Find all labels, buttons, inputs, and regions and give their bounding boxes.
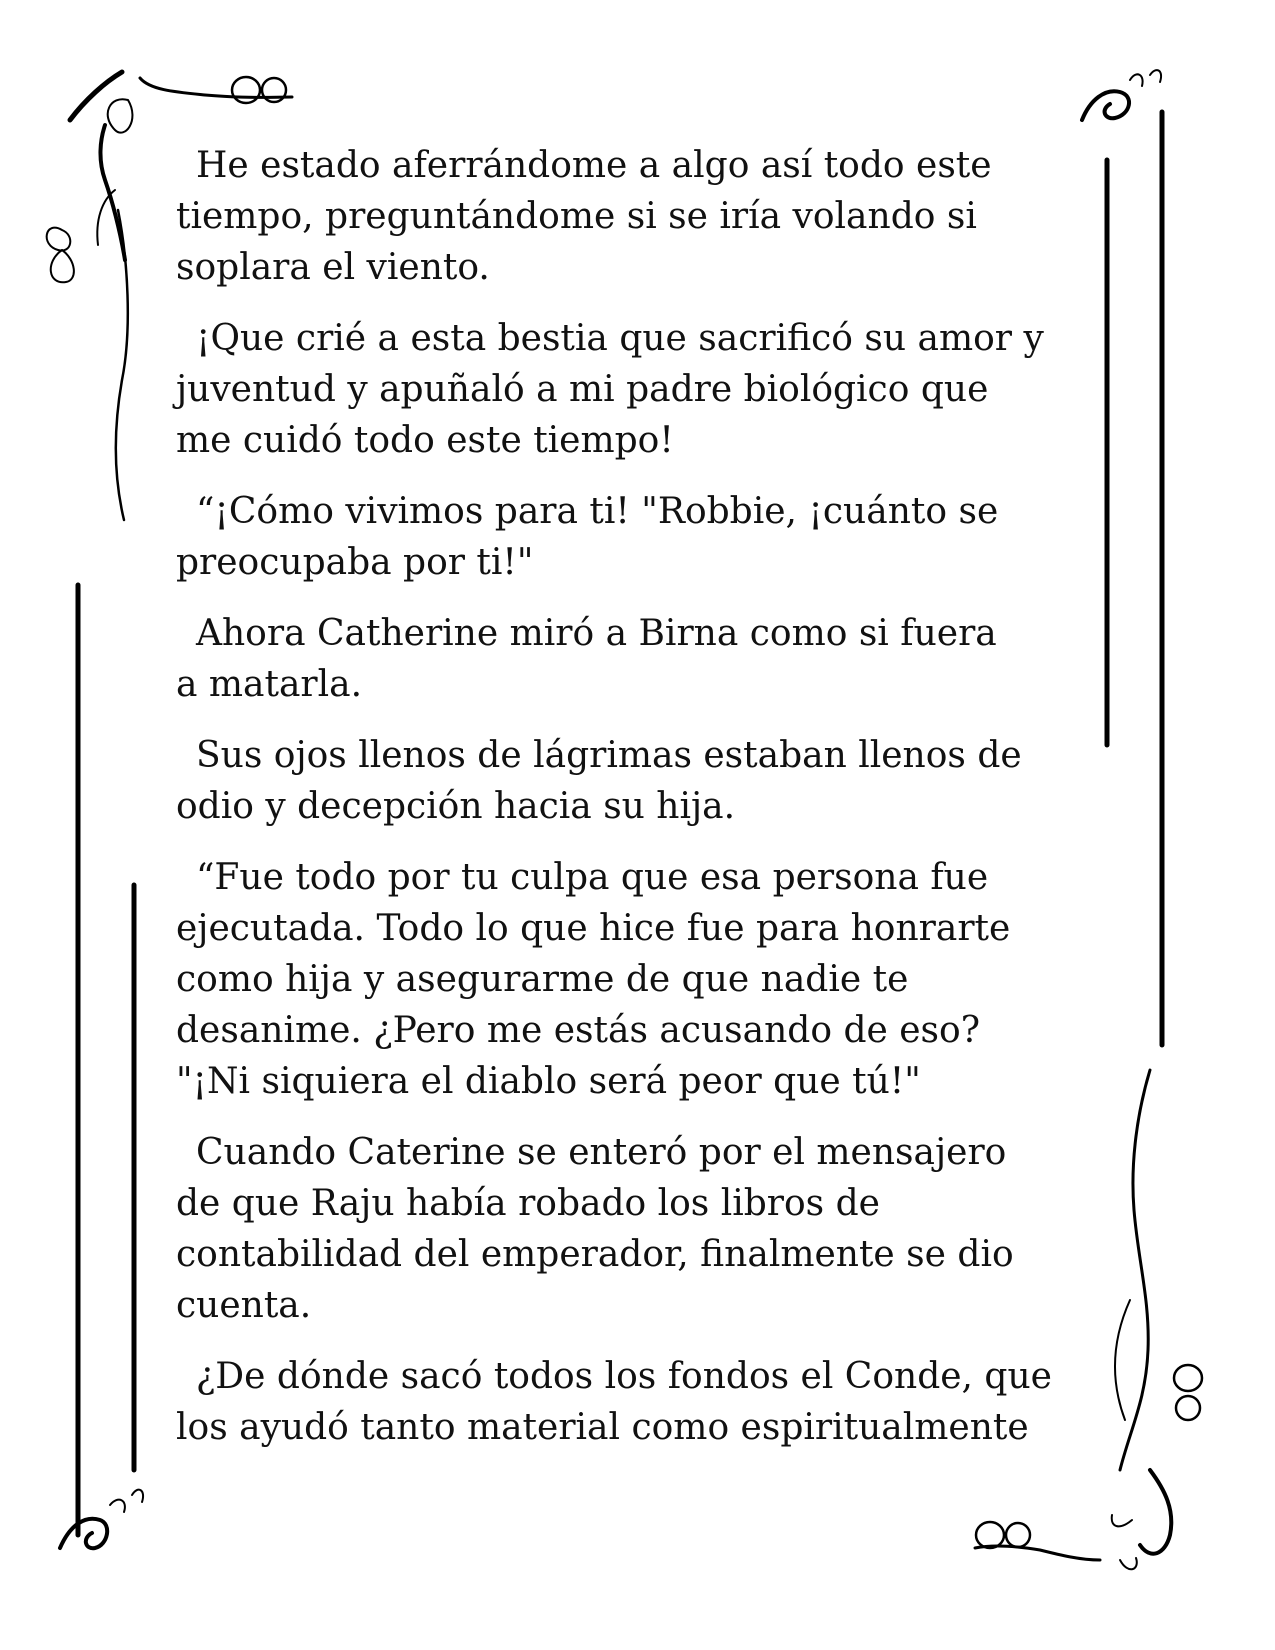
paragraph: He estado aferrándome a algo así todo este tiempo, preguntándome si se iría volando si soplara el viento. [176, 145, 992, 288]
paragraph: ¡Que crié a esta bestia que sacrificó su amor y juventud y apuñaló a mi padre biológico que me cuidó todo este tiempo! [176, 318, 1044, 461]
top-right-flourish [1082, 70, 1161, 120]
body-text [176, 140, 1096, 1473]
paragraph: Cuando Caterine se enteró por el mensajero de que Raju había robado los libros de contabilidad del emperador, finalmente se dio cuenta. [176, 1132, 1014, 1326]
paragraph: “Fue todo por tu culpa que esa persona fue ejecutada. Todo lo que hice fue para honrarte como hija y asegurarme de que nadie te desanime. ¿Pero me estás acusando de eso? "¡Ni siquiera el diablo será peor que tú!" [176, 857, 1011, 1102]
paragraph: “¡Cómo vivimos para ti! "Robbie, ¡cuánto se preocupaba por ti!" [176, 491, 999, 583]
paragraph: Ahora Catherine miró a Birna como si fuera a matarla. [176, 613, 997, 705]
paragraph: ¿De dónde sacó todos los fondos el Conde, que los ayudó tanto material como espiritualmente [176, 1356, 1052, 1448]
bottom-left-flourish [60, 1490, 143, 1549]
paragraph: Sus ojos llenos de lágrimas estaban llenos de odio y decepción hacia su hija. [176, 735, 1022, 827]
